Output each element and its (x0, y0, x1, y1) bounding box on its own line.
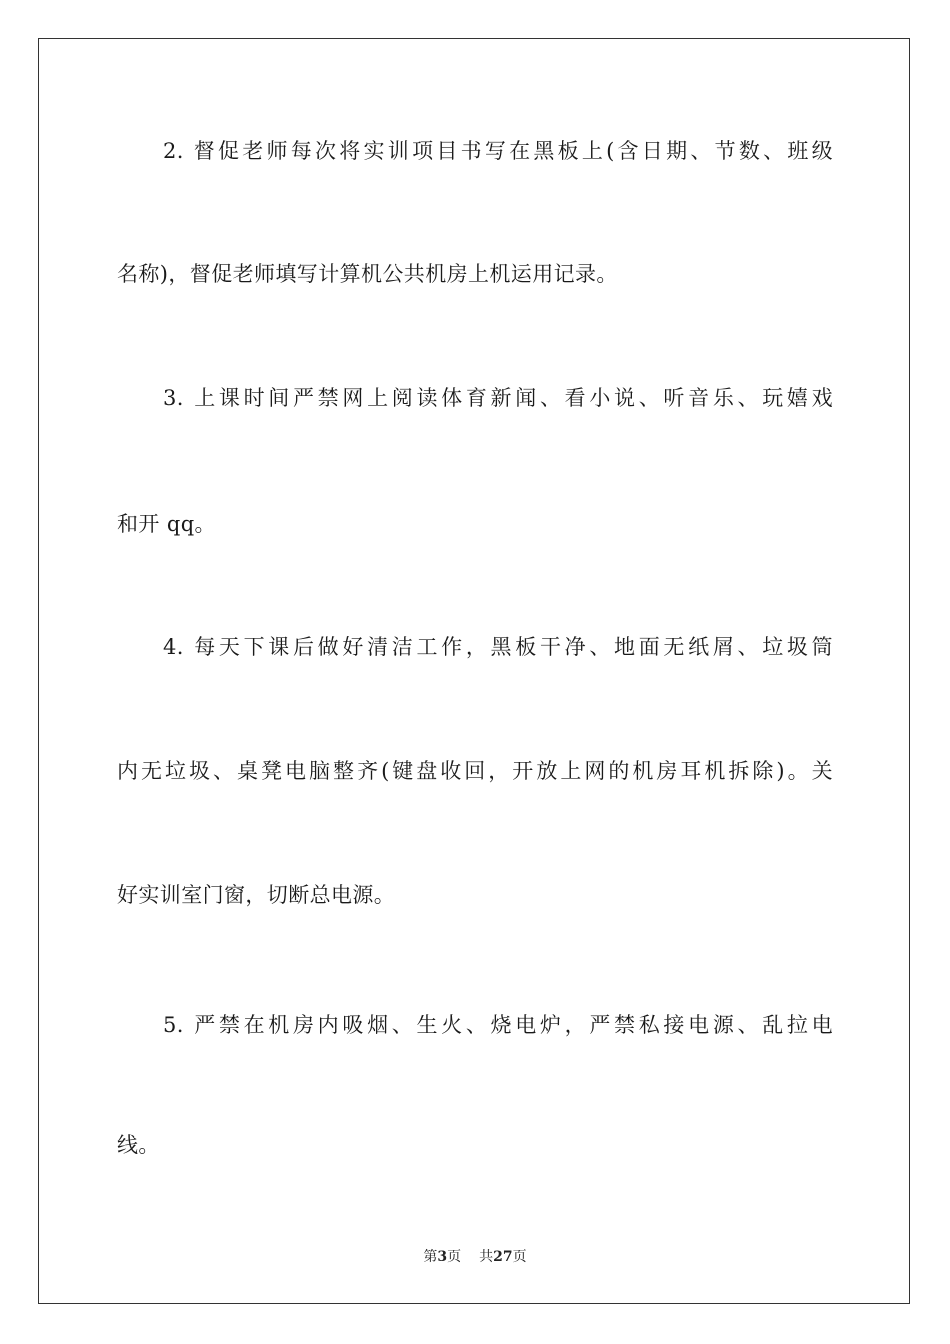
paragraph-line: 4. 每天下课后做好清洁工作，黑板干净、地面无纸屑、垃圾筒 (163, 635, 833, 659)
total-prefix: 共 (479, 1249, 494, 1265)
page-suffix: 页 (447, 1249, 462, 1265)
total-suffix: 页 (512, 1249, 527, 1265)
paragraph-line: 好实训室门窗，切断总电源。 (117, 883, 396, 907)
paragraph-line: 内无垃圾、桌凳电脑整齐(键盘收回，开放上网的机房耳机拆除)。关 (117, 759, 833, 783)
paragraph-line: 3. 上课时间严禁网上阅读体育新闻、看小说、听音乐、玩嬉戏 (163, 386, 833, 410)
paragraph-line: 和开 qq。 (117, 512, 216, 536)
paragraph-line: 2. 督促老师每次将实训项目书写在黑板上(含日期、节数、班级 (163, 139, 833, 163)
paragraph-line: 线。 (117, 1133, 160, 1157)
paragraph-line: 名称)，督促老师填写计算机公共机房上机运用记录。 (117, 262, 618, 286)
page-number: 3 (437, 1249, 448, 1265)
page-prefix: 第 (423, 1249, 438, 1265)
total-pages: 27 (493, 1249, 513, 1265)
paragraph-line: 5. 严禁在机房内吸烟、生火、烧电炉，严禁私接电源、乱拉电 (163, 1013, 833, 1037)
page-border (38, 38, 910, 1304)
page-footer (0, 1248, 950, 1266)
